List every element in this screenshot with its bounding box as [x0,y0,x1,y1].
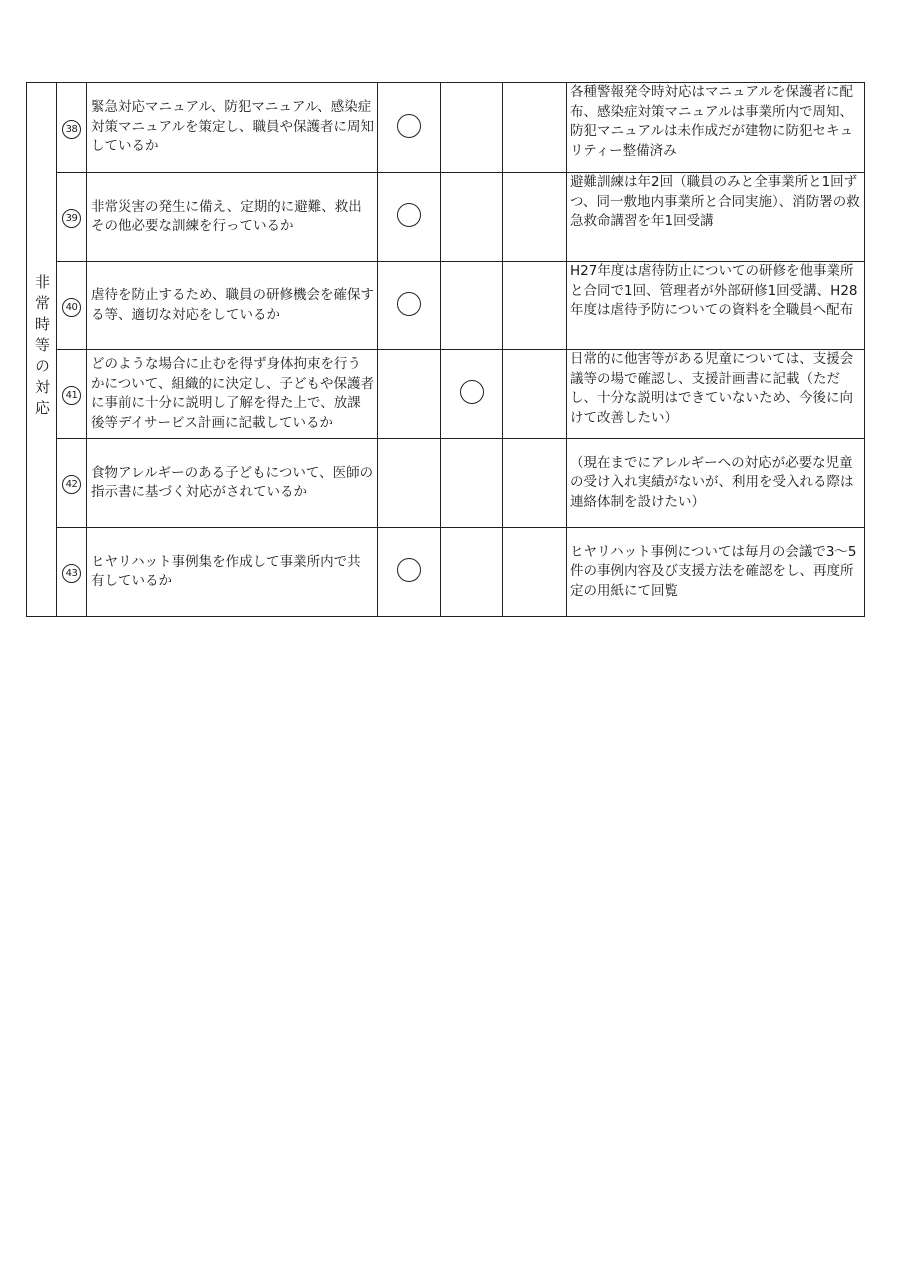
table-row [27,528,865,617]
item-number-cell [57,173,87,262]
answer-cell-yes [378,439,441,528]
item-number: 39 [62,209,81,228]
answer-cell-yes [378,83,441,173]
item-text: ヒヤリハット事例集を作成して事業所内で共有しているか [87,528,378,617]
item-number: 42 [62,475,81,494]
item-number: 40 [62,298,81,317]
circle-mark [397,292,421,316]
answer-cell-other [503,173,567,262]
note-text: 避難訓練は年2回（職員のみと全事業所と1回ずつ、同一敷地内事業所と合同実施）、消防署の救急救命講習を年1回受講 [567,173,865,262]
item-number-cell [57,528,87,617]
item-text: 食物アレルギーのある子どもについて、医師の指示書に基づく対応がされているか [87,439,378,528]
table-row [27,262,865,350]
answer-cell-no [441,350,503,439]
table-row [27,350,865,439]
note-text: 各種警報発令時対応はマニュアルを保護者に配布、感染症対策マニュアルは事業所内で周知、防犯マニュアルは未作成だが建物に防犯セキュリティー整備済み [567,83,865,173]
answer-cell-other [503,262,567,350]
item-text: どのような場合に止むを得ず身体拘束を行うかについて、組織的に決定し、子どもや保護者に事前に十分に説明し了解を得た上で、放課後等デイサービス計画に記載しているか [87,350,378,439]
category-cell [27,83,57,617]
answer-cell-no [441,528,503,617]
item-number: 43 [62,564,81,583]
answer-cell-yes [378,262,441,350]
item-number: 41 [62,386,81,405]
table-row [27,173,865,262]
note-text: ヒヤリハット事例については毎月の会議で3～5件の事例内容及び支援方法を確認をし、再度所定の用紙にて回覧 [567,528,865,617]
note-text: （現在までにアレルギーへの対応が必要な児童の受け入れ実績がないが、利用を受入れる際は連絡体制を設けたい） [567,439,865,528]
table-row [27,83,865,173]
answer-cell-yes [378,350,441,439]
circle-mark [460,380,484,404]
circle-mark [397,114,421,138]
item-text: 非常災害の発生に備え、定期的に避難、救出その他必要な訓練を行っているか [87,173,378,262]
item-text: 緊急対応マニュアル、防犯マニュアル、感染症対策マニュアルを策定し、職員や保護者に周知しているか [87,83,378,173]
answer-cell-other [503,439,567,528]
item-number: 38 [62,120,81,139]
note-text: H27年度は虐待防止についての研修を他事業所と合同で1回、管理者が外部研修1回受講、H28年度は虐待予防についての資料を全職員へ配布 [567,262,865,350]
answer-cell-other [503,528,567,617]
table-row [27,439,865,528]
answer-cell-yes [378,173,441,262]
answer-cell-yes [378,528,441,617]
answer-cell-no [441,262,503,350]
note-text: 日常的に他害等がある児童については、支援会議等の場で確認し、支援計画書に記載（ただし、十分な説明はできていないため、今後に向けて改善したい） [567,350,865,439]
answer-cell-other [503,350,567,439]
answer-cell-no [441,173,503,262]
circle-mark [397,203,421,227]
item-text: 虐待を防止するため、職員の研修機会を確保する等、適切な対応をしているか [87,262,378,350]
item-number-cell [57,262,87,350]
category-label: 非常時等の対応 [33,274,51,421]
item-number-cell [57,83,87,173]
circle-mark [397,558,421,582]
answer-cell-other [503,83,567,173]
evaluation-table [26,82,865,617]
answer-cell-no [441,439,503,528]
item-number-cell [57,439,87,528]
answer-cell-no [441,83,503,173]
item-number-cell [57,350,87,439]
